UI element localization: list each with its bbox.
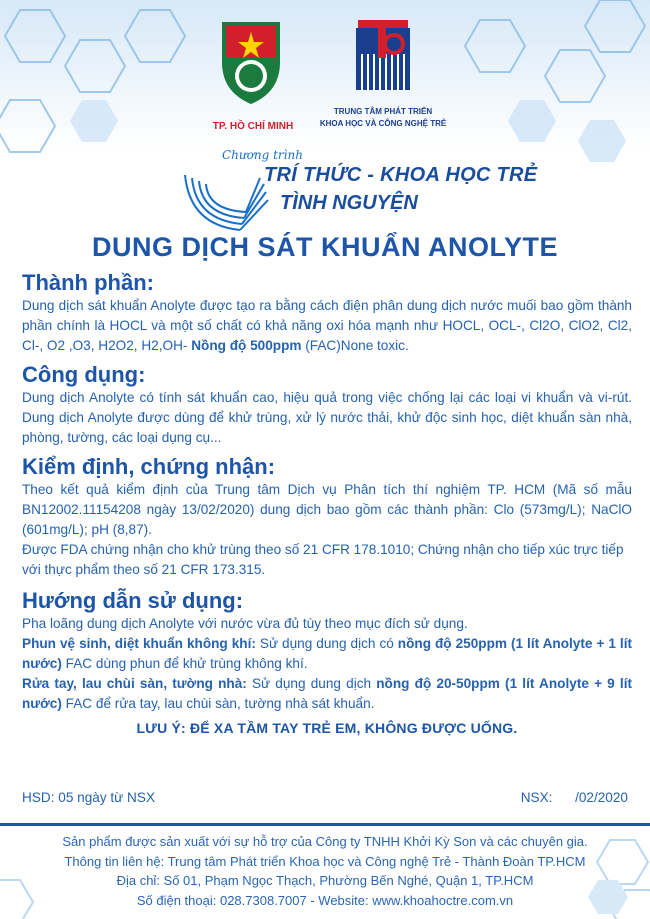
certification-text1: Theo kết quả kiểm định của Trung tâm Dịch vụ Phân tích thí nghiệm TP. HCM (Mã số mẫu BN12002.11154208 ngày 13/02/2020) dung dịch bao gồm các thành phần: Clo (573mg/L); NaClO (601mg/L); pH (8,87). (22, 482, 632, 537)
swoosh-logo-icon (180, 170, 270, 240)
youth-union-emblem-icon (216, 18, 286, 106)
warning-text: LƯU Ý: ĐỂ XA TẦM TAY TRẺ EM, KHÔNG ĐƯỢC UỐNG. (136, 720, 518, 736)
expiry-text: HSD: 05 ngày từ NSX (22, 790, 156, 805)
manufacture-date-text: NSX: /02/2020 (520, 790, 628, 805)
footer (0, 832, 650, 910)
instruction-air-text1: Sử dụng dung dịch có (255, 636, 398, 651)
program-label: Chương trình (222, 148, 303, 162)
instruction-air-title: Phun vệ sinh, diệt khuẩn không khí: (22, 636, 256, 651)
logo1-caption: TP. HỒ CHÍ MINH (212, 121, 294, 132)
main-content (22, 270, 632, 736)
composition-heading: Thành phần: (22, 270, 154, 295)
instruction-item-air (22, 634, 632, 674)
header (0, 0, 650, 150)
instructions-intro: Pha loãng dung dịch Anolyte với nước vừa đủ tùy theo mục đích sử dụng. (22, 616, 468, 631)
logo2-caption (318, 106, 448, 130)
composition-body: Dung dịch sát khuẩn Anolyte được tạo ra bằng cách điện phân dung dịch nước muối bao gồm thành phần chính là HOCL và một số chất có khả năng oxi hóa mạnh như HOCL, OCL-, Cl2O, ClO2, Cl2, Cl-, O2 ,O3, H2O2, H2,OH- (22, 298, 632, 353)
composition-tail: (FAC)None toxic. (305, 338, 409, 353)
program-title-line1: TRÍ THỨC - KHOA HỌC TRẺ (264, 164, 538, 186)
page-title: DUNG DỊCH SÁT KHUẨN ANOLYTE (91, 232, 558, 262)
instruction-hands-title: Rửa tay, lau chùi sàn, tường nhà: (22, 676, 247, 691)
composition-concentration: Nồng độ 500ppm (191, 338, 302, 353)
instructions-heading: Hướng dẫn sử dụng: (22, 588, 244, 613)
footer-line4: Số điện thoại: 028.7308.7007 - Website: www.khoahoctre.com.vn (136, 892, 514, 908)
instruction-hands-concentration: nồng độ 20-50ppm (1 lít Anolyte + 9 lít nước) (22, 676, 632, 711)
instruction-hands-text2: FAC để rửa tay, lau chùi sàn, tường nhà sát khuẩn. (61, 696, 375, 711)
footer-divider (0, 823, 650, 826)
instruction-hands-text1: Sử dụng dung dịch (246, 676, 377, 691)
certification-heading: Kiểm định, chứng nhận: (22, 454, 276, 479)
program-banner (180, 148, 538, 240)
footer-line1: Sản phẩm được sản xuất với sự hỗ trợ của Công ty TNHH Khởi Kỳ Son và các chuyên gia. (62, 834, 588, 849)
logo2-caption-line2: KHOA HỌC VÀ CÔNG NGHỆ TRẺ (319, 119, 447, 128)
usage-text: Dung dịch Anolyte có tính sát khuẩn cao, hiệu quả trong việc chống lại các loại vi khuẩn và vi-rút. Dung dịch Anolyte được dùng để khử trùng, xử lý nước thải, khử độc sinh học, diệt khuẩn sàn nhà, phòng, tường, các loại dụng cụ... (22, 390, 632, 445)
footer-line3: Địa chỉ: Số 01, Phạm Ngọc Thạch, Phường Bến Nghé, Quận 1, TP.HCM (116, 873, 534, 888)
instruction-air-text2: FAC dùng phun để khử trùng không khí. (61, 656, 308, 671)
footer-line2: Thông tin liên hệ: Trung tâm Phát triển Khoa học và Công nghệ Trẻ - Thành Đoàn TP.HCM (64, 853, 586, 869)
center-logo-icon (356, 18, 410, 90)
composition-text (22, 296, 632, 356)
logo2-caption-line1: TRUNG TÂM PHÁT TRIỂN (333, 107, 433, 116)
instruction-item-hands (22, 674, 632, 714)
instruction-air-concentration: nồng độ 250ppm (1 lít Anolyte + 1 lít nước) (22, 636, 632, 671)
usage-heading: Công dụng: (22, 362, 146, 387)
certification-text2: Được FDA chứng nhận cho khử trùng theo số 21 CFR 178.1010; Chứng nhận cho tiếp xúc trực tiếp với thực phẩm theo số 21 CFR 173.315. (22, 542, 624, 577)
program-title-line2: TÌNH NGUYỆN (280, 192, 418, 214)
